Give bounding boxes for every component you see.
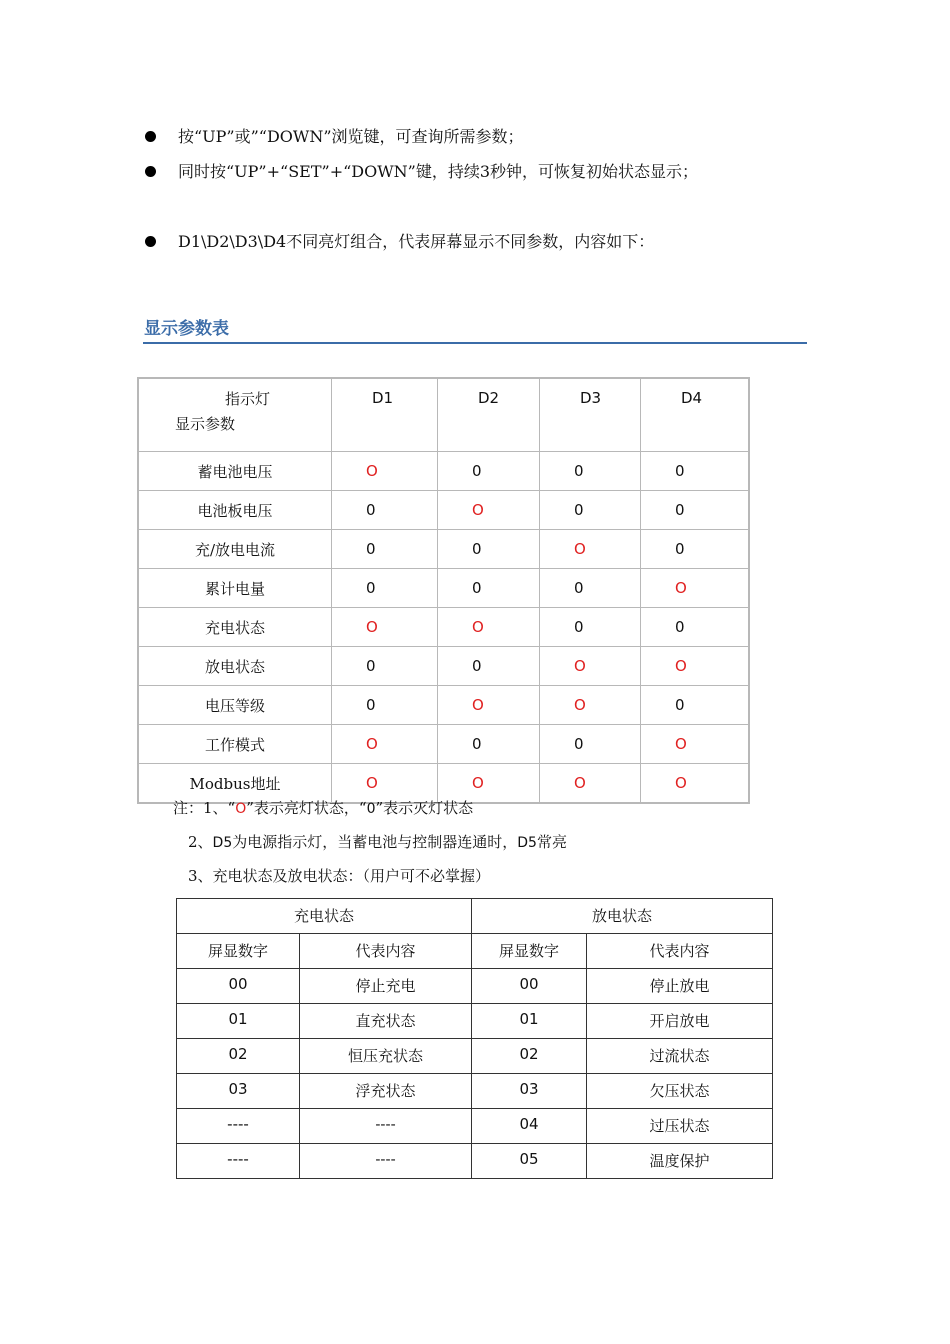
indicator-d4-cell: O bbox=[641, 569, 750, 608]
charge-status-title: 充电状态 bbox=[177, 899, 472, 934]
charge-meaning-cell: ---- bbox=[300, 1109, 472, 1144]
bullet-dot-icon bbox=[145, 131, 156, 142]
note-1-middle: ”表示亮灯状态，“ bbox=[246, 799, 367, 817]
discharge-meaning-cell: 欠压状态 bbox=[587, 1074, 773, 1109]
bullet-dot-icon bbox=[145, 236, 156, 247]
indicator-d3-cell: O bbox=[540, 764, 641, 804]
note-2 bbox=[188, 831, 567, 852]
charge-meaning-cell: 停止充电 bbox=[300, 969, 472, 1004]
discharge-code-cell: 04 bbox=[472, 1109, 587, 1144]
indicator-d1-cell: 0 bbox=[332, 569, 438, 608]
indicator-d4-cell: 0 bbox=[641, 491, 750, 530]
note-1-on-symbol: O bbox=[235, 801, 247, 817]
table-row bbox=[177, 1039, 773, 1074]
discharge-status-title: 放电状态 bbox=[472, 899, 773, 934]
note-1-prefix: 注：1、“ bbox=[173, 799, 236, 817]
section-divider bbox=[143, 342, 807, 344]
table-row bbox=[177, 1074, 773, 1109]
charge-code-cell: 01 bbox=[177, 1004, 300, 1039]
table-row bbox=[138, 452, 749, 491]
column-header-d2: D2 bbox=[438, 378, 540, 452]
indicator-d1-cell: 0 bbox=[332, 647, 438, 686]
indicator-d2-cell: O bbox=[438, 491, 540, 530]
display-parameter-table bbox=[137, 377, 750, 804]
charge-code-cell: 03 bbox=[177, 1074, 300, 1109]
note-2-suffix: 常亮 bbox=[536, 833, 567, 851]
indicator-d1-cell: 0 bbox=[332, 491, 438, 530]
indicator-d3-cell: O bbox=[540, 647, 641, 686]
indicator-d4-cell: 0 bbox=[641, 608, 750, 647]
note-2-d5: D5 bbox=[212, 835, 233, 851]
note-1-suffix: ”表示灭灯状态 bbox=[375, 799, 474, 817]
indicator-d4-cell: O bbox=[641, 647, 750, 686]
parameter-name-cell: 电池板电压 bbox=[138, 491, 332, 530]
discharge-code-cell: 01 bbox=[472, 1004, 587, 1039]
indicator-d1-cell: O bbox=[332, 452, 438, 491]
parameter-name-cell: 充/放电电流 bbox=[138, 530, 332, 569]
table-row bbox=[138, 725, 749, 764]
status-column-header-row bbox=[177, 934, 773, 969]
parameter-name-cell: 工作模式 bbox=[138, 725, 332, 764]
charge-meaning-cell: 浮充状态 bbox=[300, 1074, 472, 1109]
indicator-d1-cell: 0 bbox=[332, 530, 438, 569]
parameter-name-cell: Modbus地址 bbox=[138, 764, 332, 804]
charge-code-cell: 00 bbox=[177, 969, 300, 1004]
discharge-meaning-header: 代表内容 bbox=[587, 934, 773, 969]
parameter-name-cell: 充电状态 bbox=[138, 608, 332, 647]
indicator-d2-cell: 0 bbox=[438, 725, 540, 764]
note-1 bbox=[173, 797, 473, 818]
bullet-text: D1\D2\D3\D4不同亮灯组合，代表屏幕显示不同参数，内容如下： bbox=[178, 232, 655, 251]
column-header-d4: D4 bbox=[641, 378, 750, 452]
discharge-meaning-cell: 过流状态 bbox=[587, 1039, 773, 1074]
note-2-middle: 为电源指示灯，当蓄电池与控制器连通时， bbox=[232, 833, 518, 851]
table-row bbox=[177, 1109, 773, 1144]
discharge-meaning-cell: 停止放电 bbox=[587, 969, 773, 1004]
column-header-d1: D1 bbox=[332, 378, 438, 452]
indicator-d4-cell: 0 bbox=[641, 452, 750, 491]
charge-code-cell: ---- bbox=[177, 1144, 300, 1179]
indicator-d3-cell: O bbox=[540, 686, 641, 725]
indicator-d2-cell: O bbox=[438, 764, 540, 804]
discharge-meaning-cell: 开启放电 bbox=[587, 1004, 773, 1039]
charge-meaning-cell: ---- bbox=[300, 1144, 472, 1179]
bullet-text: 同时按“UP”+“SET”+“DOWN”键，持续3秒钟，可恢复初始状态显示； bbox=[178, 162, 699, 181]
indicator-d3-cell: 0 bbox=[540, 725, 641, 764]
note-1-off-symbol: 0 bbox=[366, 801, 376, 817]
table-row bbox=[138, 530, 749, 569]
indicator-d1-cell: 0 bbox=[332, 686, 438, 725]
indicator-d1-cell: O bbox=[332, 764, 438, 804]
bullet-dot-icon bbox=[145, 166, 156, 177]
discharge-display-number-header: 屏显数字 bbox=[472, 934, 587, 969]
indicator-d2-cell: O bbox=[438, 608, 540, 647]
table-row bbox=[138, 569, 749, 608]
note-2-d5-second: D5 bbox=[517, 835, 537, 851]
indicator-d2-cell: 0 bbox=[438, 530, 540, 569]
status-title-row bbox=[177, 899, 773, 934]
indicator-d1-cell: O bbox=[332, 608, 438, 647]
charge-code-cell: ---- bbox=[177, 1109, 300, 1144]
table-row bbox=[177, 969, 773, 1004]
charge-meaning-cell: 恒压充状态 bbox=[300, 1039, 472, 1074]
charge-display-number-header: 屏显数字 bbox=[177, 934, 300, 969]
column-header-d3: D3 bbox=[540, 378, 641, 452]
charge-meaning-header: 代表内容 bbox=[300, 934, 472, 969]
indicator-d3-cell: 0 bbox=[540, 452, 641, 491]
indicator-d1-cell: O bbox=[332, 725, 438, 764]
indicator-d3-cell: O bbox=[540, 530, 641, 569]
charge-discharge-status-table bbox=[176, 898, 773, 1179]
parameter-name-cell: 蓄电池电压 bbox=[138, 452, 332, 491]
parameter-name-cell: 放电状态 bbox=[138, 647, 332, 686]
parameter-name-cell: 电压等级 bbox=[138, 686, 332, 725]
parameter-header-label: 显示参数 bbox=[175, 415, 236, 433]
indicator-d2-cell: 0 bbox=[438, 452, 540, 491]
discharge-code-cell: 02 bbox=[472, 1039, 587, 1074]
indicator-d3-cell: 0 bbox=[540, 608, 641, 647]
table-row bbox=[138, 686, 749, 725]
indicator-d2-cell: O bbox=[438, 686, 540, 725]
table-row bbox=[138, 647, 749, 686]
discharge-meaning-cell: 温度保护 bbox=[587, 1144, 773, 1179]
indicator-d2-cell: 0 bbox=[438, 569, 540, 608]
indicator-d4-cell: O bbox=[641, 725, 750, 764]
section-title: 显示参数表 bbox=[144, 319, 229, 339]
charge-meaning-cell: 直充状态 bbox=[300, 1004, 472, 1039]
indicator-d3-cell: 0 bbox=[540, 491, 641, 530]
table-header-row bbox=[138, 378, 749, 452]
charge-code-cell: 02 bbox=[177, 1039, 300, 1074]
discharge-meaning-cell: 过压状态 bbox=[587, 1109, 773, 1144]
note-3: 3、充电状态及放电状态：（用户可不必掌握） bbox=[188, 867, 491, 885]
indicator-d4-cell: 0 bbox=[641, 686, 750, 725]
discharge-code-cell: 00 bbox=[472, 969, 587, 1004]
table-row bbox=[138, 608, 749, 647]
table-row bbox=[138, 491, 749, 530]
note-2-prefix: 2、 bbox=[188, 833, 213, 851]
corner-header-cell bbox=[138, 378, 332, 452]
indicator-d2-cell: 0 bbox=[438, 647, 540, 686]
indicator-d3-cell: 0 bbox=[540, 569, 641, 608]
table-row bbox=[177, 1144, 773, 1179]
discharge-code-cell: 03 bbox=[472, 1074, 587, 1109]
bullet-text: 按“UP”或”“DOWN”浏览键，可查询所需参数； bbox=[178, 127, 524, 146]
parameter-name-cell: 累计电量 bbox=[138, 569, 332, 608]
indicator-d4-cell: 0 bbox=[641, 530, 750, 569]
table-row bbox=[177, 1004, 773, 1039]
discharge-code-cell: 05 bbox=[472, 1144, 587, 1179]
indicator-d4-cell: O bbox=[641, 764, 750, 804]
indicator-header-label: 指示灯 bbox=[225, 390, 271, 408]
